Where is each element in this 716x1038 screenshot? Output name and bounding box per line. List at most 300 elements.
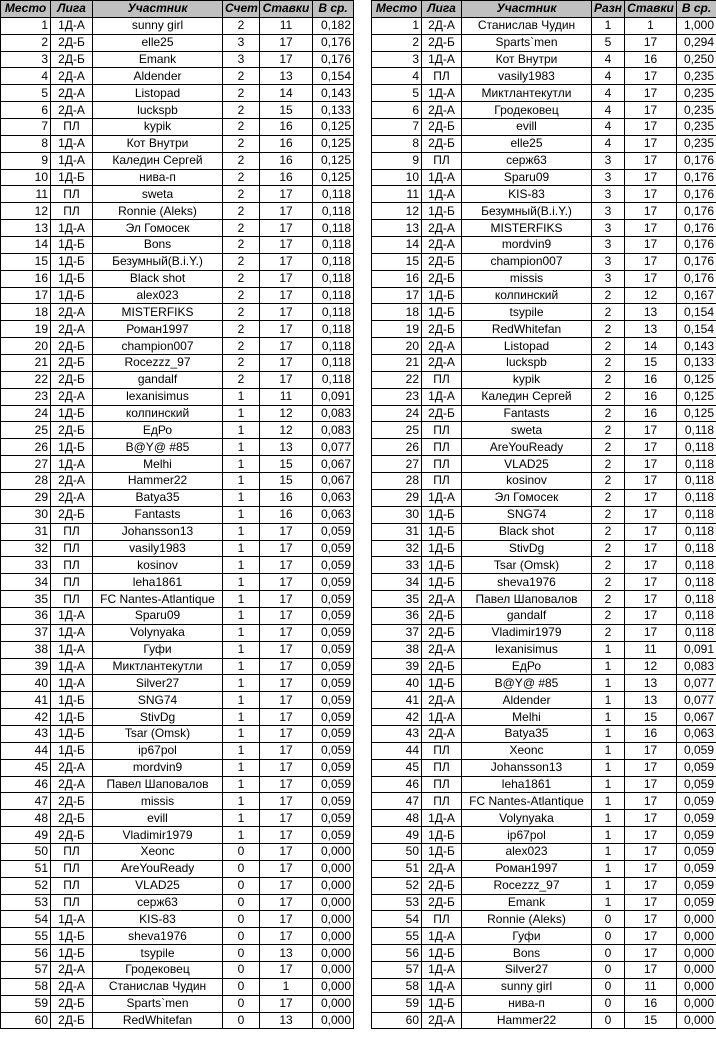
cell-average: 0,059: [677, 810, 716, 827]
table-row: [372, 489, 716, 506]
cell-bets: 17: [260, 574, 313, 591]
table-row: [1, 338, 354, 355]
standings-table-difference: [371, 0, 716, 1029]
table-row: [372, 827, 716, 844]
table-row: [372, 169, 716, 186]
cell-league: 2Д-Б: [51, 810, 93, 827]
cell-value: 0: [223, 961, 260, 978]
cell-average: 0,059: [313, 591, 354, 608]
table-row: [1, 321, 354, 338]
cell-average: 0,118: [313, 220, 354, 237]
cell-bets: 17: [625, 203, 677, 220]
cell-value: 1: [592, 759, 625, 776]
cell-league: 1Д-Б: [422, 523, 462, 540]
cell-participant: Ronnie (Aleks): [93, 203, 223, 220]
cell-average: 0,059: [677, 877, 716, 894]
table-row: [372, 877, 716, 894]
cell-participant: Listopad: [462, 338, 592, 355]
cell-value: 1: [592, 692, 625, 709]
cell-league: ПЛ: [422, 776, 462, 793]
cell-average: 0,067: [677, 709, 716, 726]
cell-league: ПЛ: [51, 186, 93, 203]
cell-average: 0,118: [313, 321, 354, 338]
cell-average: 0,067: [313, 456, 354, 473]
cell-bets: 11: [260, 388, 313, 405]
table-row: [1, 220, 354, 237]
cell-place: 28: [372, 473, 422, 490]
cell-value: 2: [223, 119, 260, 136]
cell-league: 1Д-Б: [51, 692, 93, 709]
cell-place: 26: [372, 439, 422, 456]
cell-value: 3: [592, 169, 625, 186]
cell-value: 2: [592, 473, 625, 490]
cell-average: 0,118: [677, 624, 716, 641]
cell-participant: Melhi: [462, 709, 592, 726]
cell-league: 2Д-А: [51, 776, 93, 793]
cell-league: 2Д-А: [51, 473, 93, 490]
cell-participant: Rocezzz_97: [462, 877, 592, 894]
cell-value: 4: [592, 135, 625, 152]
cell-league: 2Д-Б: [422, 877, 462, 894]
cell-place: 38: [372, 641, 422, 658]
cell-participant: champion007: [462, 253, 592, 270]
cell-average: 0,143: [677, 338, 716, 355]
table-row: [1, 894, 354, 911]
cell-participant: Гуфи: [93, 641, 223, 658]
cell-average: 0,059: [677, 759, 716, 776]
cell-value: 1: [223, 725, 260, 742]
table-row: [1, 388, 354, 405]
cell-league: 1Д-А: [422, 169, 462, 186]
header-row: [372, 1, 716, 18]
cell-bets: 17: [625, 860, 677, 877]
cell-league: 2Д-А: [422, 102, 462, 119]
cell-value: 2: [223, 169, 260, 186]
cell-place: 6: [1, 102, 51, 119]
table-row: [372, 321, 716, 338]
cell-league: 2Д-А: [422, 1012, 462, 1029]
cell-league: ПЛ: [51, 557, 93, 574]
cell-bets: 17: [625, 911, 677, 928]
cell-participant: Batya35: [93, 489, 223, 506]
cell-participant: B@Y@ #85: [462, 675, 592, 692]
cell-bets: 17: [625, 102, 677, 119]
cell-participant: серж63: [462, 152, 592, 169]
cell-place: 51: [372, 860, 422, 877]
cell-league: ПЛ: [51, 119, 93, 136]
cell-bets: 12: [260, 405, 313, 422]
cell-participant: Павел Шаповалов: [462, 591, 592, 608]
cell-league: 2Д-Б: [422, 321, 462, 338]
cell-bets: 17: [260, 220, 313, 237]
cell-participant: Rocezzz_97: [93, 355, 223, 372]
cell-average: 0,118: [313, 371, 354, 388]
header-difference: Разн: [592, 1, 625, 18]
cell-average: 0,059: [677, 843, 716, 860]
cell-league: 1Д-Б: [51, 237, 93, 254]
cell-bets: 1: [625, 17, 677, 34]
cell-participant: leha1861: [93, 574, 223, 591]
cell-league: 2Д-Б: [422, 607, 462, 624]
cell-value: 1: [223, 607, 260, 624]
cell-average: 0,067: [313, 473, 354, 490]
cell-league: 1Д-А: [422, 810, 462, 827]
cell-place: 17: [1, 287, 51, 304]
cell-bets: 17: [260, 591, 313, 608]
cell-bets: 17: [260, 810, 313, 827]
cell-participant: Безумный(B.i.Y.): [93, 253, 223, 270]
cell-participant: Гродековец: [462, 102, 592, 119]
cell-league: 2Д-А: [422, 860, 462, 877]
cell-league: 1Д-Б: [422, 540, 462, 557]
table-row: [372, 995, 716, 1012]
cell-bets: 13: [625, 321, 677, 338]
cell-participant: Black shot: [462, 523, 592, 540]
table-row: [1, 742, 354, 759]
cell-place: 12: [1, 203, 51, 220]
cell-place: 39: [1, 658, 51, 675]
cell-average: 0,000: [313, 911, 354, 928]
table-row: [372, 287, 716, 304]
cell-place: 46: [372, 776, 422, 793]
cell-participant: missis: [93, 793, 223, 810]
cell-place: 16: [372, 270, 422, 287]
cell-league: 2Д-А: [51, 388, 93, 405]
cell-place: 39: [372, 658, 422, 675]
cell-participant: alex023: [93, 287, 223, 304]
table-row: [1, 945, 354, 962]
cell-participant: Volynyaka: [93, 624, 223, 641]
cell-average: 0,000: [677, 1012, 716, 1029]
cell-value: 2: [592, 489, 625, 506]
cell-participant: ЕдРо: [93, 422, 223, 439]
cell-league: 2Д-А: [51, 489, 93, 506]
cell-value: 1: [223, 759, 260, 776]
cell-place: 30: [372, 506, 422, 523]
cell-place: 55: [1, 928, 51, 945]
cell-league: 2Д-А: [422, 220, 462, 237]
table-row: [372, 574, 716, 591]
cell-value: 2: [592, 338, 625, 355]
cell-bets: 17: [260, 253, 313, 270]
table-row: [1, 489, 354, 506]
cell-place: 3: [1, 51, 51, 68]
cell-bets: 17: [625, 742, 677, 759]
cell-average: 0,000: [677, 911, 716, 928]
cell-participant: missis: [462, 270, 592, 287]
cell-place: 54: [1, 911, 51, 928]
cell-place: 29: [372, 489, 422, 506]
cell-bets: 17: [625, 119, 677, 136]
cell-participant: Listopad: [93, 85, 223, 102]
cell-value: 3: [592, 237, 625, 254]
cell-value: 2: [223, 270, 260, 287]
cell-league: 2Д-Б: [51, 34, 93, 51]
cell-bets: 17: [625, 961, 677, 978]
table-row: [372, 860, 716, 877]
table-row: [1, 591, 354, 608]
cell-league: 2Д-Б: [422, 253, 462, 270]
cell-bets: 17: [260, 675, 313, 692]
cell-bets: 17: [260, 877, 313, 894]
cell-bets: 16: [260, 489, 313, 506]
cell-league: 1Д-А: [422, 186, 462, 203]
table-row: [1, 102, 354, 119]
cell-league: 2Д-А: [422, 641, 462, 658]
cell-bets: 17: [260, 186, 313, 203]
cell-bets: 12: [625, 658, 677, 675]
cell-bets: 17: [260, 641, 313, 658]
cell-average: 0,154: [677, 321, 716, 338]
cell-bets: 17: [260, 321, 313, 338]
cell-participant: Кот Внутри: [462, 51, 592, 68]
table-row: [372, 675, 716, 692]
table-row: [1, 523, 354, 540]
cell-place: 47: [1, 793, 51, 810]
cell-average: 1,000: [677, 17, 716, 34]
cell-league: 2Д-Б: [51, 827, 93, 844]
cell-bets: 17: [260, 843, 313, 860]
cell-average: 0,118: [677, 591, 716, 608]
cell-league: ПЛ: [51, 540, 93, 557]
cell-participant: RedWhitefan: [462, 321, 592, 338]
cell-participant: Aldender: [462, 692, 592, 709]
table-row: [372, 843, 716, 860]
cell-place: 10: [1, 169, 51, 186]
cell-league: 2Д-Б: [422, 894, 462, 911]
cell-bets: 17: [625, 843, 677, 860]
table-row: [372, 607, 716, 624]
table-row: [372, 641, 716, 658]
cell-value: 0: [223, 945, 260, 962]
cell-participant: Emank: [93, 51, 223, 68]
cell-bets: 17: [260, 995, 313, 1012]
table-row: [1, 1012, 354, 1029]
cell-league: 1Д-Б: [422, 675, 462, 692]
cell-value: 4: [592, 85, 625, 102]
cell-participant: нива-п: [93, 169, 223, 186]
table-row: [1, 439, 354, 456]
cell-league: 2Д-А: [51, 68, 93, 85]
cell-average: 0,059: [677, 827, 716, 844]
cell-place: 37: [372, 624, 422, 641]
cell-place: 42: [372, 709, 422, 726]
cell-bets: 13: [625, 675, 677, 692]
cell-participant: Hammer22: [462, 1012, 592, 1029]
cell-place: 26: [1, 439, 51, 456]
cell-average: 0,176: [677, 186, 716, 203]
table-row: [372, 894, 716, 911]
cell-place: 41: [1, 692, 51, 709]
cell-value: 2: [592, 405, 625, 422]
cell-league: 2Д-А: [422, 355, 462, 372]
cell-place: 18: [1, 304, 51, 321]
cell-bets: 17: [260, 759, 313, 776]
cell-participant: Tsar (Omsk): [93, 725, 223, 742]
table-row: [1, 827, 354, 844]
cell-average: 0,176: [677, 270, 716, 287]
cell-value: 0: [592, 995, 625, 1012]
cell-league: 1Д-А: [422, 928, 462, 945]
cell-average: 0,063: [677, 725, 716, 742]
cell-participant: колпинский: [462, 287, 592, 304]
cell-participant: VLAD25: [462, 456, 592, 473]
cell-participant: Павел Шаповалов: [93, 776, 223, 793]
cell-place: 17: [372, 287, 422, 304]
cell-average: 0,118: [313, 338, 354, 355]
table-row: [372, 911, 716, 928]
table-row: [1, 928, 354, 945]
cell-value: 1: [592, 843, 625, 860]
cell-league: 2Д-Б: [422, 135, 462, 152]
cell-bets: 17: [260, 540, 313, 557]
cell-league: 1Д-А: [51, 607, 93, 624]
table-row: [372, 928, 716, 945]
cell-value: 2: [223, 186, 260, 203]
header-league: Лига: [51, 1, 93, 18]
table-row: [372, 68, 716, 85]
cell-participant: Batya35: [462, 725, 592, 742]
table-row: [1, 776, 354, 793]
cell-value: 0: [223, 843, 260, 860]
cell-bets: 17: [625, 456, 677, 473]
cell-participant: Vladimir1979: [462, 624, 592, 641]
cell-average: 0,118: [313, 270, 354, 287]
cell-participant: sunny girl: [462, 978, 592, 995]
cell-league: 2Д-Б: [422, 34, 462, 51]
cell-value: 4: [592, 119, 625, 136]
cell-average: 0,154: [313, 68, 354, 85]
header-bets: Ставки: [260, 1, 313, 18]
cell-place: 23: [1, 388, 51, 405]
cell-bets: 17: [260, 860, 313, 877]
cell-place: 2: [372, 34, 422, 51]
table-row: [372, 186, 716, 203]
cell-place: 59: [372, 995, 422, 1012]
cell-average: 0,118: [313, 355, 354, 372]
cell-participant: Volynyaka: [462, 810, 592, 827]
cell-bets: 16: [260, 152, 313, 169]
header-average: В ср.: [313, 1, 354, 18]
cell-average: 0,118: [677, 540, 716, 557]
cell-participant: kypik: [93, 119, 223, 136]
cell-value: 1: [223, 793, 260, 810]
cell-value: 3: [592, 203, 625, 220]
cell-participant: sheva1976: [93, 928, 223, 945]
header-participant: Участник: [93, 1, 223, 18]
cell-value: 1: [223, 574, 260, 591]
cell-bets: 17: [260, 709, 313, 726]
cell-place: 6: [372, 102, 422, 119]
table-row: [1, 135, 354, 152]
cell-league: 1Д-Б: [422, 827, 462, 844]
cell-bets: 17: [260, 304, 313, 321]
table-row: [372, 51, 716, 68]
cell-average: 0,000: [313, 1012, 354, 1029]
cell-participant: Bons: [462, 945, 592, 962]
cell-participant: mordvin9: [462, 237, 592, 254]
cell-bets: 17: [625, 557, 677, 574]
cell-value: 2: [592, 304, 625, 321]
cell-participant: vasily1983: [93, 540, 223, 557]
cell-bets: 17: [260, 658, 313, 675]
cell-place: 58: [1, 978, 51, 995]
cell-league: ПЛ: [51, 877, 93, 894]
cell-place: 36: [372, 607, 422, 624]
cell-participant: luckspb: [462, 355, 592, 372]
cell-average: 0,118: [677, 574, 716, 591]
cell-participant: Vladimir1979: [93, 827, 223, 844]
table-row: [1, 17, 354, 34]
cell-bets: 17: [260, 692, 313, 709]
cell-league: ПЛ: [51, 860, 93, 877]
cell-average: 0,059: [313, 725, 354, 742]
cell-value: 2: [592, 591, 625, 608]
cell-league: 1Д-А: [51, 624, 93, 641]
cell-participant: RedWhitefan: [93, 1012, 223, 1029]
cell-participant: ip67pol: [462, 827, 592, 844]
cell-average: 0,059: [313, 607, 354, 624]
cell-bets: 17: [625, 540, 677, 557]
cell-place: 11: [372, 186, 422, 203]
cell-participant: alex023: [462, 843, 592, 860]
cell-league: 1Д-А: [51, 220, 93, 237]
header-score: Счет: [223, 1, 260, 18]
cell-bets: 15: [625, 355, 677, 372]
cell-place: 19: [1, 321, 51, 338]
cell-average: 0,235: [677, 68, 716, 85]
cell-place: 43: [1, 725, 51, 742]
cell-place: 50: [1, 843, 51, 860]
cell-participant: ip67pol: [93, 742, 223, 759]
cell-average: 0,118: [677, 456, 716, 473]
cell-value: 2: [223, 135, 260, 152]
cell-place: 5: [372, 85, 422, 102]
cell-average: 0,059: [313, 776, 354, 793]
cell-league: 2Д-Б: [51, 338, 93, 355]
cell-value: 1: [592, 860, 625, 877]
cell-value: 2: [223, 85, 260, 102]
table-row: [372, 540, 716, 557]
cell-value: 2: [223, 371, 260, 388]
header-place: Место: [1, 1, 51, 18]
table-row: [1, 85, 354, 102]
cell-participant: StivDg: [462, 540, 592, 557]
table-row: [1, 203, 354, 220]
cell-bets: 13: [260, 945, 313, 962]
cell-place: 48: [372, 810, 422, 827]
table-row: [372, 523, 716, 540]
cell-value: 3: [592, 220, 625, 237]
cell-average: 0,176: [677, 253, 716, 270]
cell-value: 0: [592, 978, 625, 995]
cell-participant: Каледин Сергей: [93, 152, 223, 169]
cell-value: 1: [223, 709, 260, 726]
cell-league: ПЛ: [51, 203, 93, 220]
cell-place: 34: [372, 574, 422, 591]
cell-place: 29: [1, 489, 51, 506]
cell-value: 2: [223, 17, 260, 34]
cell-average: 0,000: [313, 894, 354, 911]
cell-participant: elle25: [462, 135, 592, 152]
cell-value: 1: [592, 641, 625, 658]
cell-league: 2Д-А: [51, 304, 93, 321]
cell-average: 0,176: [677, 237, 716, 254]
cell-value: 1: [223, 557, 260, 574]
cell-place: 31: [372, 523, 422, 540]
cell-average: 0,118: [677, 506, 716, 523]
cell-average: 0,118: [313, 253, 354, 270]
